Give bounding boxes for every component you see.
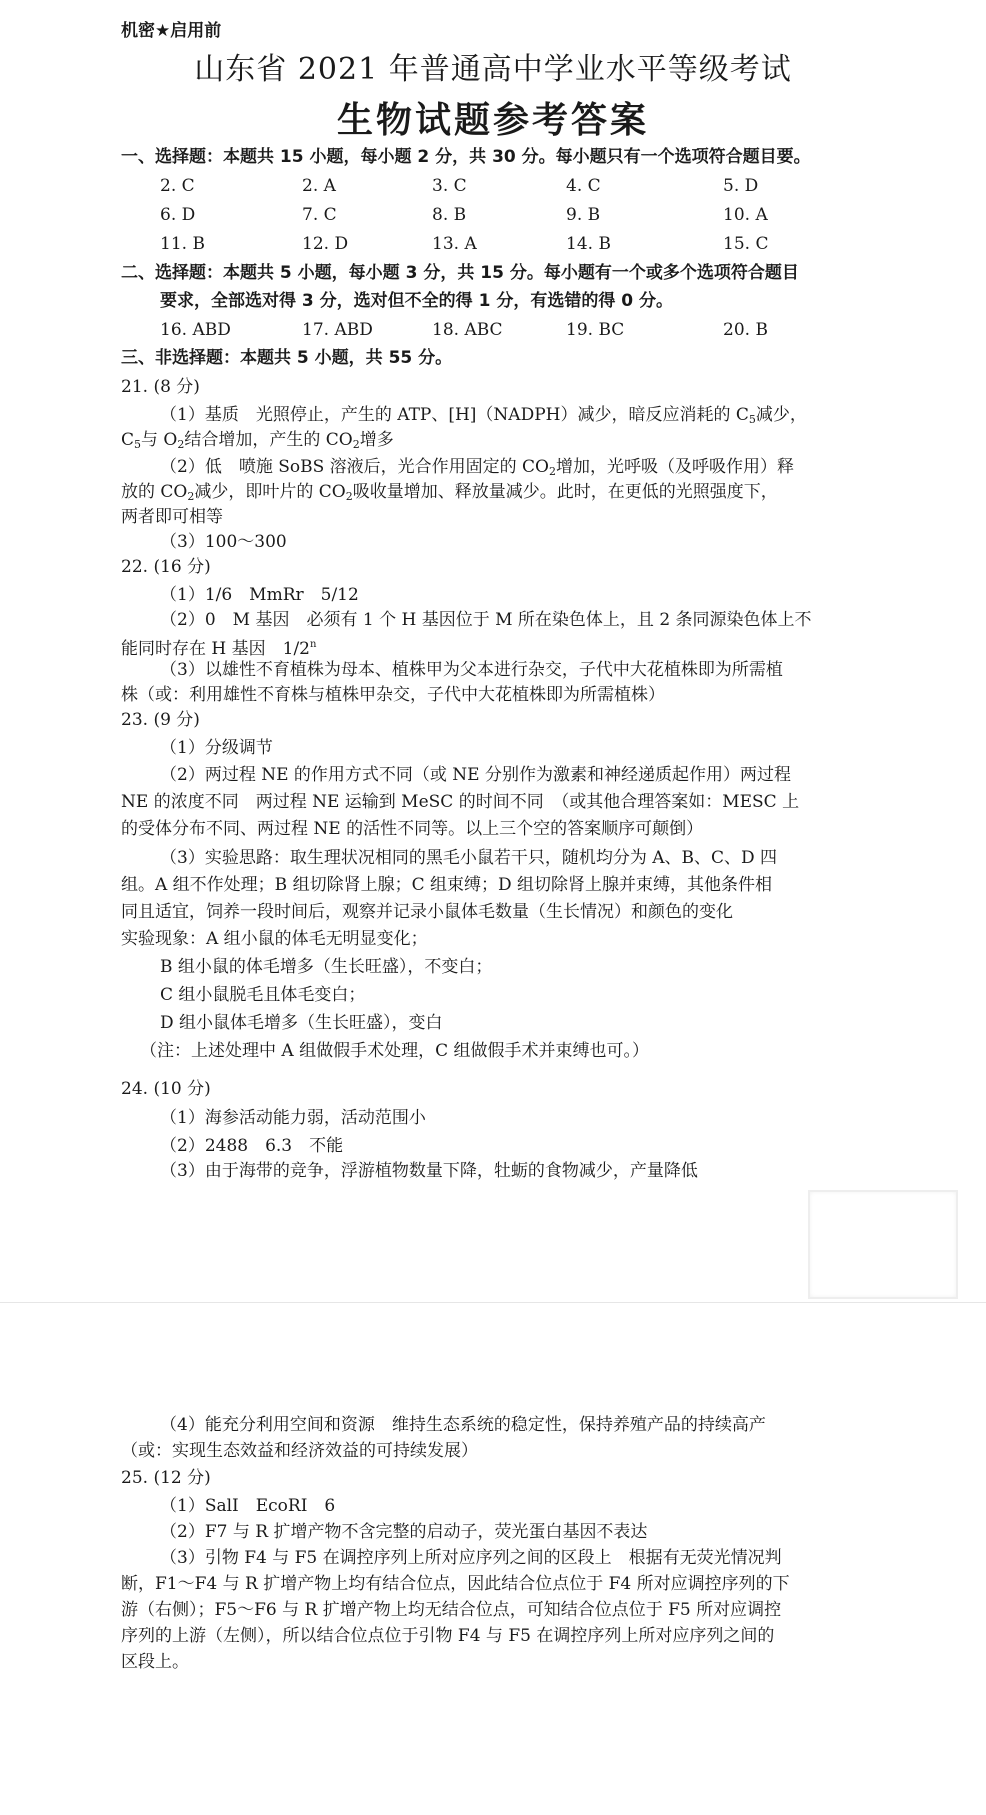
- answer-line: （4）能充分利用空间和资源 维持生态系统的稳定性，保持养殖产品的持续高产: [160, 1415, 766, 1435]
- answer-line: 实验现象：A 组小鼠的体毛无明显变化；: [121, 929, 428, 949]
- answer-line: （注：上述处理中 A 组做假手术处理，C 组做假手术并束缚也可。）: [140, 1041, 649, 1061]
- answer-line: 株（或：利用雄性不育株与植株甲杂交，子代中大花植株即为所需植株）: [121, 685, 665, 705]
- answer-line: （1）分级调节: [160, 738, 273, 758]
- answer-line: （或：实现生态效益和经济效益的可持续发展）: [121, 1441, 478, 1461]
- answer-line: 游（右侧）；F5～F6 与 R 扩增产物上均无结合位点，可知结合位点位于 F5 所对应调控: [121, 1600, 782, 1620]
- confidential-label: 机密★启用前: [121, 21, 222, 41]
- answer-line: （2）两过程 NE 的作用方式不同（或 NE 分别作为激素和神经递质起作用）两过程: [160, 765, 791, 785]
- section3-heading: 三、非选择题：本题共 5 小题，共 55 分。: [121, 348, 453, 368]
- answer-line: NE 的浓度不同 两过程 NE 运输到 MeSC 的时间不同 （或其他合理答案如：MESC 上: [121, 792, 800, 812]
- answer-item: 8. B: [432, 205, 467, 225]
- answer-line: 两者即可相等: [121, 507, 223, 527]
- section2-heading-cont: 要求，全部选对得 3 分，选对但不全的得 1 分，有选错的得 0 分。: [160, 291, 673, 311]
- answer-line: （2）低 喷施 SoBS 溶液后，光合作用固定的 $CO_2$增加，光呼吸（及呼吸作用）释: [160, 457, 794, 478]
- question-number: 23. (9 分): [121, 710, 200, 730]
- answer-line: （3）由于海带的竞争，浮游植物数量下降，牡蛎的食物减少，产量降低: [160, 1161, 698, 1181]
- answer-item: 17. ABD: [302, 320, 373, 340]
- question-number: 24. (10 分): [121, 1079, 211, 1099]
- answer-item: 12. D: [302, 234, 349, 254]
- answer-line: （2）0 M 基因 必须有 1 个 H 基因位于 M 所在染色体上，且 2 条同源染色体上不: [160, 610, 812, 630]
- stamp-box: [808, 1190, 958, 1299]
- answer-line: （3）100～300: [160, 532, 287, 552]
- answer-line: 组。A 组不作处理；B 组切除肾上腺；C 组束缚；D 组切除肾上腺并束缚，其他条件相: [121, 875, 773, 895]
- answer-item: 4. C: [566, 176, 601, 196]
- answer-item: 20. B: [723, 320, 768, 340]
- section1-heading: 一、选择题：本题共 15 小题，每小题 2 分，共 30 分。每小题只有一个选项符合题目要。: [121, 147, 811, 167]
- question-number: 21. (8 分): [121, 377, 200, 397]
- answer-item: 16. ABD: [160, 320, 231, 340]
- page-title: 生物试题参考答案: [336, 100, 649, 141]
- answer-line: 放的 $CO_2$减少，即叶片的 $CO_2$吸收量增加、释放量减少。此时，在更低的光照强度下，: [121, 482, 778, 503]
- answer-item: 18. ABC: [432, 320, 503, 340]
- answer-item: 3. C: [432, 176, 467, 196]
- answer-line: （1）海参活动能力弱，活动范围小: [160, 1108, 426, 1128]
- answer-line: 同且适宜，饲养一段时间后，观察并记录小鼠体毛数量（生长情况）和颜色的变化: [121, 902, 733, 922]
- answer-item: 11. B: [160, 234, 205, 254]
- answer-line: 能同时存在 H 基因 1/2$^n$: [121, 639, 317, 659]
- answer-line: 的受体分布不同、两过程 NE 的活性不同等。以上三个空的答案顺序可颠倒）: [121, 819, 704, 839]
- answer-line: $C_5$与 $O_2$结合增加，产生的 $CO_2$增多: [121, 430, 394, 451]
- answer-line: （3）实验思路：取生理状况相同的黑毛小鼠若干只，随机均分为 A、B、C、D 四: [160, 848, 778, 868]
- answer-line: （1）SalI EcoRI 6: [160, 1496, 336, 1516]
- answer-line: B 组小鼠的体毛增多（生长旺盛），不变白；: [160, 957, 493, 977]
- answer-line: （2）F7 与 R 扩增产物不含完整的启动子，荧光蛋白基因不表达: [160, 1522, 648, 1542]
- answer-line: C 组小鼠脱毛且体毛变白；: [160, 985, 366, 1005]
- answer-item: 9. B: [566, 205, 601, 225]
- answer-item: 2. A: [302, 176, 336, 196]
- answer-line: 序列的上游（左侧），所以结合位点位于引物 F4 与 F5 在调控序列上所对应序列之间的: [121, 1626, 775, 1646]
- answer-item: 2. C: [160, 176, 195, 196]
- exam-title: 山东省 2021 年普通高中学业水平等级考试: [194, 52, 792, 87]
- question-number: 22. (16 分): [121, 557, 211, 577]
- answer-line: （2）2488 6.3 不能: [160, 1136, 344, 1156]
- answer-item: 14. B: [566, 234, 611, 254]
- answer-item: 19. BC: [566, 320, 625, 340]
- question-number: 25. (12 分): [121, 1468, 211, 1488]
- answer-item: 15. C: [723, 234, 769, 254]
- answer-item: 10. A: [723, 205, 768, 225]
- answer-line: （1）基质 光照停止，产生的 ATP、[H]（NADPH）减少，暗反应消耗的 $C_5$减少，: [160, 405, 807, 426]
- answer-item: 6. D: [160, 205, 196, 225]
- answer-item: 5. D: [723, 176, 759, 196]
- answer-line: （1）1/6 MmRr 5/12: [160, 585, 359, 605]
- answer-line: 断，F1～F4 与 R 扩增产物上均有结合位点，因此结合位点位于 F4 所对应调控序列的下: [121, 1574, 790, 1594]
- answer-item: 7. C: [302, 205, 337, 225]
- answer-line: （3）以雄性不育植株为母本、植株甲为父本进行杂交，子代中大花植株即为所需植: [160, 660, 783, 680]
- answer-line: 区段上。: [121, 1652, 189, 1672]
- section2-heading: 二、选择题：本题共 5 小题，每小题 3 分，共 15 分。每小题有一个或多个选项符合题目: [121, 263, 799, 283]
- answer-line: D 组小鼠体毛增多（生长旺盛），变白: [160, 1013, 443, 1033]
- answer-item: 13. A: [432, 234, 477, 254]
- page-break-divider: [0, 1302, 986, 1303]
- answer-line: （3）引物 F4 与 F5 在调控序列上所对应序列之间的区段上 根据有无荧光情况判: [160, 1548, 782, 1568]
